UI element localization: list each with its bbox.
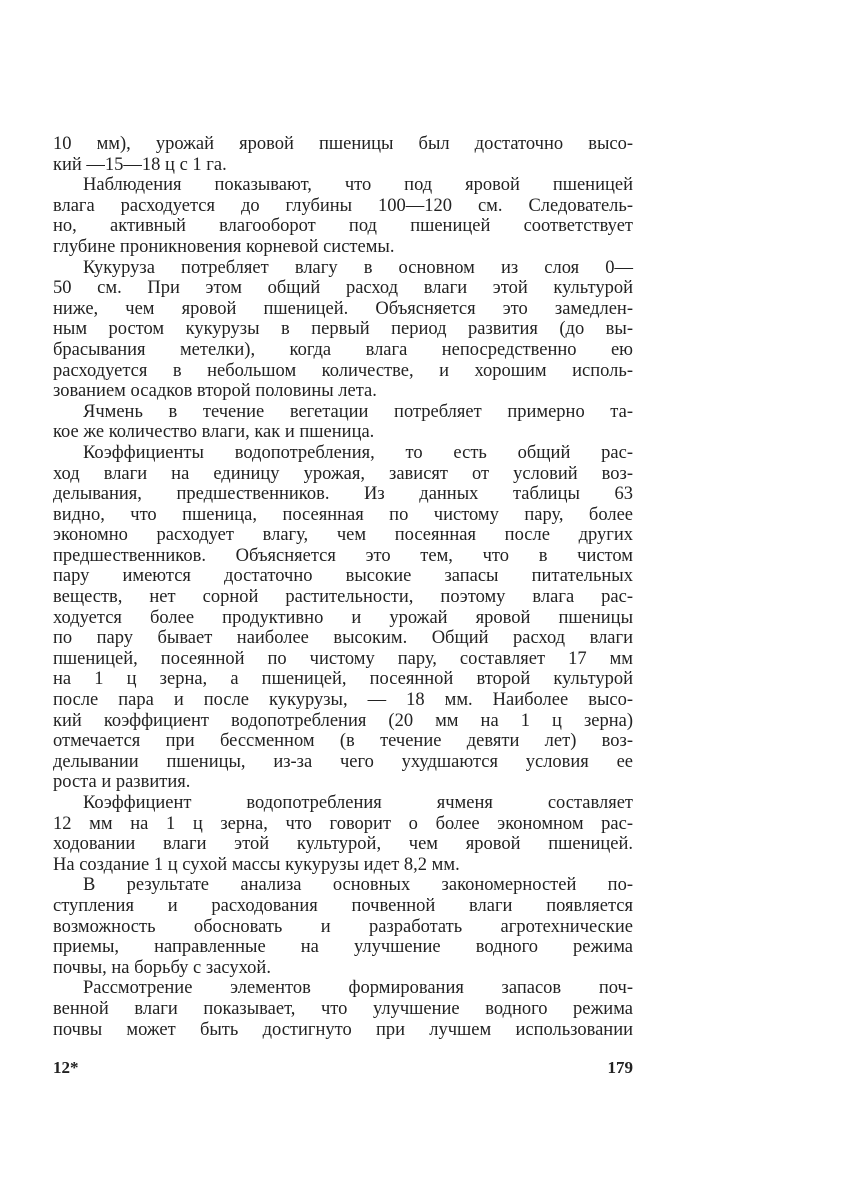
text-line: 12 мм на 1 ц зерна, что говорит о более экономном рас- [53, 813, 633, 834]
text-line: Коэффициент водопотребления ячменя составляет [83, 793, 633, 813]
text-line: кий коэффициент водопотребления (20 мм на 1 ц зерна) [53, 710, 633, 731]
text-line: ход влаги на единицу урожая, зависят от условий воз- [53, 463, 633, 484]
text-line: веществ, нет сорной растительности, поэтому влага рас- [53, 587, 633, 608]
text-line: предшественников. Объясняется это тем, что в чистом [53, 545, 633, 566]
text-line: Кукуруза потребляет влагу в основном из слоя 0— [83, 257, 633, 278]
text-line: почвы, на борьбу с засухой. [53, 957, 271, 978]
text-line: видно, что пшеница, посеянная по чистому пару, более [53, 504, 633, 525]
text-line: зованием осадков второй половины лета. [53, 381, 377, 402]
text-line: ходуется более продуктивно и урожай яровой пшеницы [53, 607, 633, 628]
text-line: после пара и после кукурузы, — 18 мм. Наиболее высо- [53, 690, 633, 711]
text-line: пшеницей, посеянной по чистому пару, составляет 17 мм [53, 648, 633, 669]
page-number: 179 [607, 1058, 633, 1077]
text-line: расходуется в небольшом количестве, и хорошим исполь- [53, 360, 633, 381]
signature-mark: 12* [53, 1058, 79, 1077]
text-line: почвы может быть достигнуто при лучшем использовании [53, 1019, 633, 1040]
text-line: делывания, предшественников. Из данных таблицы 63 [53, 484, 633, 505]
text-line: ным ростом кукурузы в первый период развития (до вы- [53, 319, 633, 340]
text-line: на 1 ц зерна, а пшеницей, посеянной второй культурой [53, 669, 633, 690]
page-body-text [53, 134, 633, 1040]
text-line: но, активный влагооборот под пшеницей соответствует [53, 216, 633, 237]
text-line: возможность обосновать и разработать агротехнические [53, 916, 633, 937]
text-line: делывании пшеницы, из-за чего ухудшаются условия ее [53, 751, 633, 772]
text-line: На создание 1 ц сухой массы кукурузы идет 8,2 мм. [53, 854, 460, 875]
text-line: Коэффициенты водопотребления, то есть общий рас- [83, 442, 633, 463]
text-line: 10 мм), урожай яровой пшеницы был достаточно высо- [53, 134, 633, 154]
text-line: ступления и расходования почвенной влаги появляется [53, 895, 633, 916]
text-line: влага расходуется до глубины 100—120 см. Следователь- [53, 195, 633, 216]
text-line: брасывания метелки), когда влага непосредственно ею [53, 339, 633, 360]
text-line: ходовании влаги этой культурой, чем яровой пшеницей. [53, 834, 633, 855]
text-line: экономно расходует влагу, чем посеянная после других [53, 525, 633, 546]
text-line: приемы, направленные на улучшение водного режима [53, 937, 633, 958]
text-line: роста и развития. [53, 772, 191, 793]
text-line: кое же количество влаги, как и пшеница. [53, 422, 375, 443]
text-line: отмечается при бессменном (в течение девяти лет) воз- [53, 731, 633, 752]
text-line: ниже, чем яровой пшеницей. Объясняется это замедлен- [53, 298, 633, 319]
text-line: 50 см. При этом общий расход влаги этой культурой [53, 278, 633, 299]
text-line: венной влаги показывает, что улучшение водного режима [53, 998, 633, 1019]
text-line: Рассмотрение элементов формирования запасов поч- [83, 978, 633, 999]
text-line: глубине проникновения корневой системы. [53, 236, 395, 257]
page-footer [53, 1058, 633, 1080]
text-line: пару имеются достаточно высокие запасы питательных [53, 566, 633, 587]
text-line: В результате анализа основных закономерностей по- [83, 875, 633, 896]
text-line: по пару бывает наиболее высоким. Общий расход влаги [53, 628, 633, 649]
text-line: Наблюдения показывают, что под яровой пшеницей [83, 175, 633, 196]
text-line: кий —15—18 ц с 1 га. [53, 154, 227, 175]
text-line: Ячмень в течение вегетации потребляет примерно та- [83, 401, 633, 422]
